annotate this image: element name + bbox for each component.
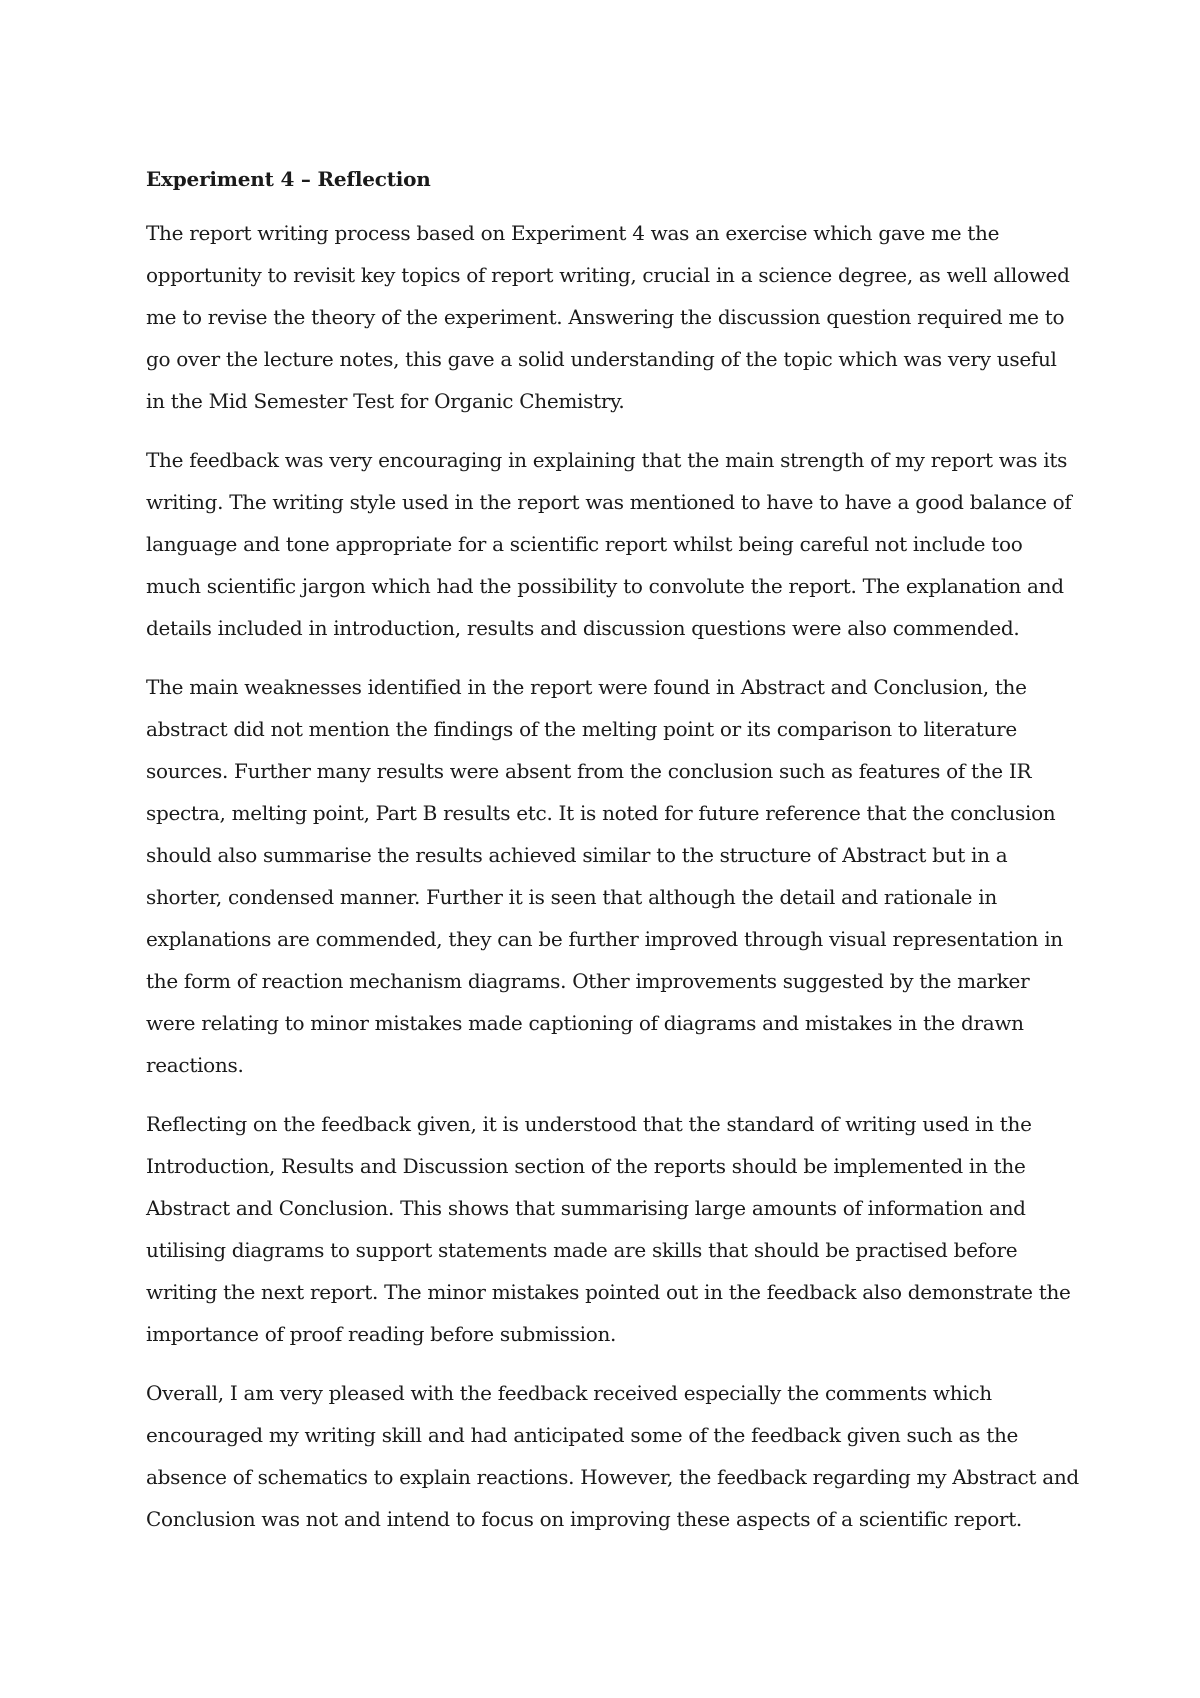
document-title: Experiment 4 – Reflection xyxy=(146,167,431,191)
paragraph-4: Reflecting on the feedback given, it is understood that the standard of writing used in the Introduction, Results and Discussion section of the reports should be implemented in the Abstract and Conclusion. This shows that summarising large amounts of information and utilising diagrams to support statements made are skills that should be practised before writing the next report. The minor mistakes pointed out in the feedback also demonstrate the importance of proof reading before submission. xyxy=(146,1112,1071,1346)
paragraph-5: Overall, I am very pleased with the feedback received especially the comments which encouraged my writing skill and had anticipated some of the feedback given such as the absence of schematics to explain reactions. However, the feedback regarding my Abstract and Conclusion was not and intend to focus on improving these aspects of a scientific report. xyxy=(146,1381,1079,1531)
paragraph-2: The feedback was very encouraging in explaining that the main strength of my report was its writing. The writing style used in the report was mentioned to have to have a good balance of language and tone appropriate for a scientific report whilst being careful not include too much scientific jargon which had the possibility to convolute the report. The explanation and details included in introduction, results and discussion questions were also commended. xyxy=(146,448,1072,640)
paragraph-3: The main weaknesses identified in the report were found in Abstract and Conclusion, the abstract did not mention the findings of the melting point or its comparison to literature sources. Further many results were absent from the conclusion such as features of the IR spectra, melting point, Part B results etc. It is noted for future reference that the conclusion should also summarise the results achieved similar to the structure of Abstract but in a shorter, condensed manner. Further it is seen that although the detail and rationale in explanations are commended, they can be further improved through visual representation in the form of reaction mechanism diagrams. Other improvements suggested by the marker were relating to minor mistakes made captioning of diagrams and mistakes in the drawn reactions. xyxy=(146,675,1063,1077)
paragraph-1: The report writing process based on Experiment 4 was an exercise which gave me the opportunity to revisit key topics of report writing, crucial in a science degree, as well allowed me to revise the theory of the experiment. Answering the discussion question required me to go over the lecture notes, this gave a solid understanding of the topic which was very useful in the Mid Semester Test for Organic Chemistry. xyxy=(146,221,1070,413)
